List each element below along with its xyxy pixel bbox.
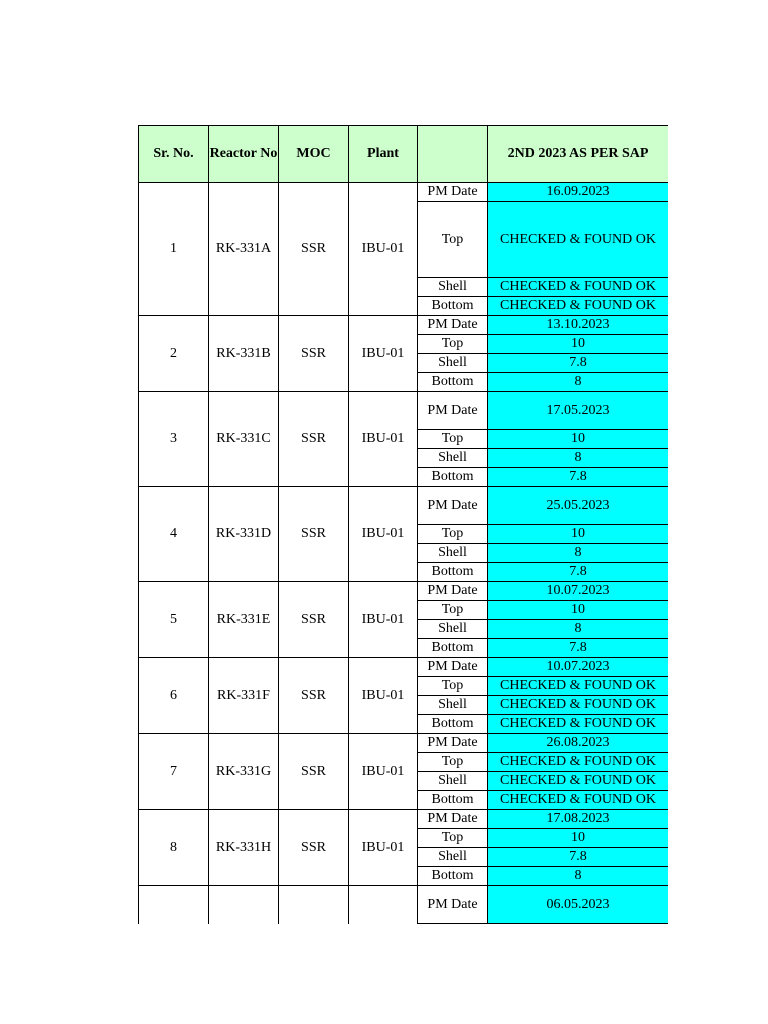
cell-value-shell[interactable]: 8 <box>488 544 669 563</box>
cell-value-top[interactable]: CHECKED & FOUND OK <box>488 202 669 278</box>
cell-value-shell[interactable]: 7.8 <box>488 848 669 867</box>
cell-moc[interactable]: SSR <box>279 734 349 810</box>
cell-value-top[interactable]: CHECKED & FOUND OK <box>488 677 669 696</box>
table-row <box>139 658 669 677</box>
cell-value-pm-date[interactable]: 17.05.2023 <box>488 392 669 430</box>
cell-sr[interactable]: 5 <box>139 582 209 658</box>
cell-param-shell[interactable]: Shell <box>418 848 488 867</box>
header-plant[interactable]: Plant <box>349 126 418 183</box>
cell-sr[interactable]: 7 <box>139 734 209 810</box>
cell-value-shell[interactable]: 7.8 <box>488 354 669 373</box>
cell-sr[interactable]: 8 <box>139 810 209 886</box>
cell-reactor[interactable]: RK-331C <box>209 392 279 487</box>
cell-moc[interactable]: SSR <box>279 582 349 658</box>
cell-param-top[interactable]: Top <box>418 525 488 544</box>
cell-param-bottom[interactable]: Bottom <box>418 563 488 582</box>
cell-value-top[interactable]: 10 <box>488 829 669 848</box>
cell-reactor[interactable]: RK-331E <box>209 582 279 658</box>
cell-plant[interactable] <box>349 886 418 924</box>
header-moc[interactable]: MOC <box>279 126 349 183</box>
cell-param-pm-date[interactable]: PM Date <box>418 392 488 430</box>
cell-param-shell[interactable]: Shell <box>418 620 488 639</box>
cell-plant[interactable]: IBU-01 <box>349 810 418 886</box>
table-row <box>139 734 669 753</box>
cell-plant[interactable]: IBU-01 <box>349 316 418 392</box>
cell-value-pm-date[interactable]: 26.08.2023 <box>488 734 669 753</box>
cell-sr[interactable]: 2 <box>139 316 209 392</box>
cell-value-pm-date[interactable]: 16.09.2023 <box>488 183 669 202</box>
cell-moc[interactable] <box>279 886 349 924</box>
cell-plant[interactable]: IBU-01 <box>349 658 418 734</box>
header-reactor-no[interactable]: Reactor No <box>209 126 279 183</box>
cell-param-bottom[interactable]: Bottom <box>418 468 488 487</box>
cell-value-bottom[interactable]: CHECKED & FOUND OK <box>488 297 669 316</box>
cell-param-pm-date[interactable]: PM Date <box>418 316 488 335</box>
cell-value-top[interactable]: 10 <box>488 430 669 449</box>
cell-param-shell[interactable]: Shell <box>418 278 488 297</box>
cell-param-bottom[interactable]: Bottom <box>418 297 488 316</box>
cell-plant[interactable]: IBU-01 <box>349 392 418 487</box>
cell-sr[interactable]: 4 <box>139 487 209 582</box>
cell-value-pm-date[interactable]: 17.08.2023 <box>488 810 669 829</box>
cell-value-pm-date[interactable]: 10.07.2023 <box>488 658 669 677</box>
cell-value-bottom[interactable]: 7.8 <box>488 639 669 658</box>
cell-param-pm-date[interactable]: PM Date <box>418 886 488 924</box>
cell-plant[interactable]: IBU-01 <box>349 734 418 810</box>
cell-param-shell[interactable]: Shell <box>418 354 488 373</box>
cell-moc[interactable]: SSR <box>279 658 349 734</box>
table-body <box>139 183 669 924</box>
table-row <box>139 886 669 924</box>
cell-param-top[interactable]: Top <box>418 677 488 696</box>
cell-param-pm-date[interactable]: PM Date <box>418 810 488 829</box>
cell-value-shell[interactable]: CHECKED & FOUND OK <box>488 772 669 791</box>
cell-plant[interactable]: IBU-01 <box>349 582 418 658</box>
cell-value-shell[interactable]: 8 <box>488 449 669 468</box>
reactor-pm-table <box>138 125 668 924</box>
table-row <box>139 392 669 430</box>
cell-param-bottom[interactable]: Bottom <box>418 639 488 658</box>
cell-param-top[interactable]: Top <box>418 335 488 354</box>
cell-param-pm-date[interactable]: PM Date <box>418 658 488 677</box>
header-blank[interactable] <box>418 126 488 183</box>
spreadsheet <box>138 125 668 930</box>
cell-value-shell[interactable]: 8 <box>488 620 669 639</box>
table-row <box>139 810 669 829</box>
cell-value-top[interactable]: CHECKED & FOUND OK <box>488 753 669 772</box>
cell-param-pm-date[interactable]: PM Date <box>418 487 488 525</box>
table-row <box>139 582 669 601</box>
cell-sr[interactable]: 3 <box>139 392 209 487</box>
cell-param-pm-date[interactable]: PM Date <box>418 183 488 202</box>
cell-value-bottom[interactable]: 7.8 <box>488 468 669 487</box>
cell-value-pm-date[interactable]: 06.05.2023 <box>488 886 669 924</box>
cell-param-shell[interactable]: Shell <box>418 772 488 791</box>
cell-value-pm-date[interactable]: 13.10.2023 <box>488 316 669 335</box>
cell-param-top[interactable]: Top <box>418 202 488 278</box>
cell-moc[interactable]: SSR <box>279 316 349 392</box>
cell-sr[interactable]: 1 <box>139 183 209 316</box>
header-row <box>139 126 669 183</box>
table-row <box>139 316 669 335</box>
cell-param-pm-date[interactable]: PM Date <box>418 582 488 601</box>
cell-value-pm-date[interactable]: 25.05.2023 <box>488 487 669 525</box>
cell-param-shell[interactable]: Shell <box>418 544 488 563</box>
cell-moc[interactable]: SSR <box>279 392 349 487</box>
cell-param-pm-date[interactable]: PM Date <box>418 734 488 753</box>
cell-value-shell[interactable]: CHECKED & FOUND OK <box>488 278 669 297</box>
cell-reactor[interactable]: RK-331F <box>209 658 279 734</box>
cell-plant[interactable]: IBU-01 <box>349 487 418 582</box>
cell-value-bottom[interactable]: 8 <box>488 373 669 392</box>
cell-param-shell[interactable]: Shell <box>418 449 488 468</box>
cell-value-bottom[interactable]: CHECKED & FOUND OK <box>488 791 669 810</box>
cell-param-bottom[interactable]: Bottom <box>418 867 488 886</box>
cell-reactor[interactable]: RK-331H <box>209 810 279 886</box>
cell-value-bottom[interactable]: CHECKED & FOUND OK <box>488 715 669 734</box>
cell-moc[interactable]: SSR <box>279 810 349 886</box>
cell-param-shell[interactable]: Shell <box>418 696 488 715</box>
cell-value-top[interactable]: 10 <box>488 525 669 544</box>
cell-reactor[interactable]: RK-331D <box>209 487 279 582</box>
cell-param-bottom[interactable]: Bottom <box>418 373 488 392</box>
cell-value-top[interactable]: 10 <box>488 335 669 354</box>
cell-param-bottom[interactable]: Bottom <box>418 715 488 734</box>
cell-reactor[interactable] <box>209 886 279 924</box>
cell-sr[interactable]: 6 <box>139 658 209 734</box>
cell-reactor[interactable]: RK-331G <box>209 734 279 810</box>
header-sr-no[interactable]: Sr. No. <box>139 126 209 183</box>
table-row <box>139 183 669 202</box>
cell-value-pm-date[interactable]: 10.07.2023 <box>488 582 669 601</box>
cell-param-top[interactable]: Top <box>418 753 488 772</box>
table-row <box>139 487 669 525</box>
cell-plant[interactable]: IBU-01 <box>349 183 418 316</box>
cell-reactor[interactable]: RK-331B <box>209 316 279 392</box>
cell-moc[interactable]: SSR <box>279 487 349 582</box>
cell-param-top[interactable]: Top <box>418 829 488 848</box>
cell-param-top[interactable]: Top <box>418 601 488 620</box>
cell-value-shell[interactable]: CHECKED & FOUND OK <box>488 696 669 715</box>
cell-sr[interactable] <box>139 886 209 924</box>
cell-value-bottom[interactable]: 7.8 <box>488 563 669 582</box>
header-sap[interactable]: 2ND 2023 AS PER SAP <box>488 126 669 183</box>
cell-reactor[interactable]: RK-331A <box>209 183 279 316</box>
cell-moc[interactable]: SSR <box>279 183 349 316</box>
cell-value-bottom[interactable]: 8 <box>488 867 669 886</box>
cell-param-top[interactable]: Top <box>418 430 488 449</box>
cell-value-top[interactable]: 10 <box>488 601 669 620</box>
cell-param-bottom[interactable]: Bottom <box>418 791 488 810</box>
